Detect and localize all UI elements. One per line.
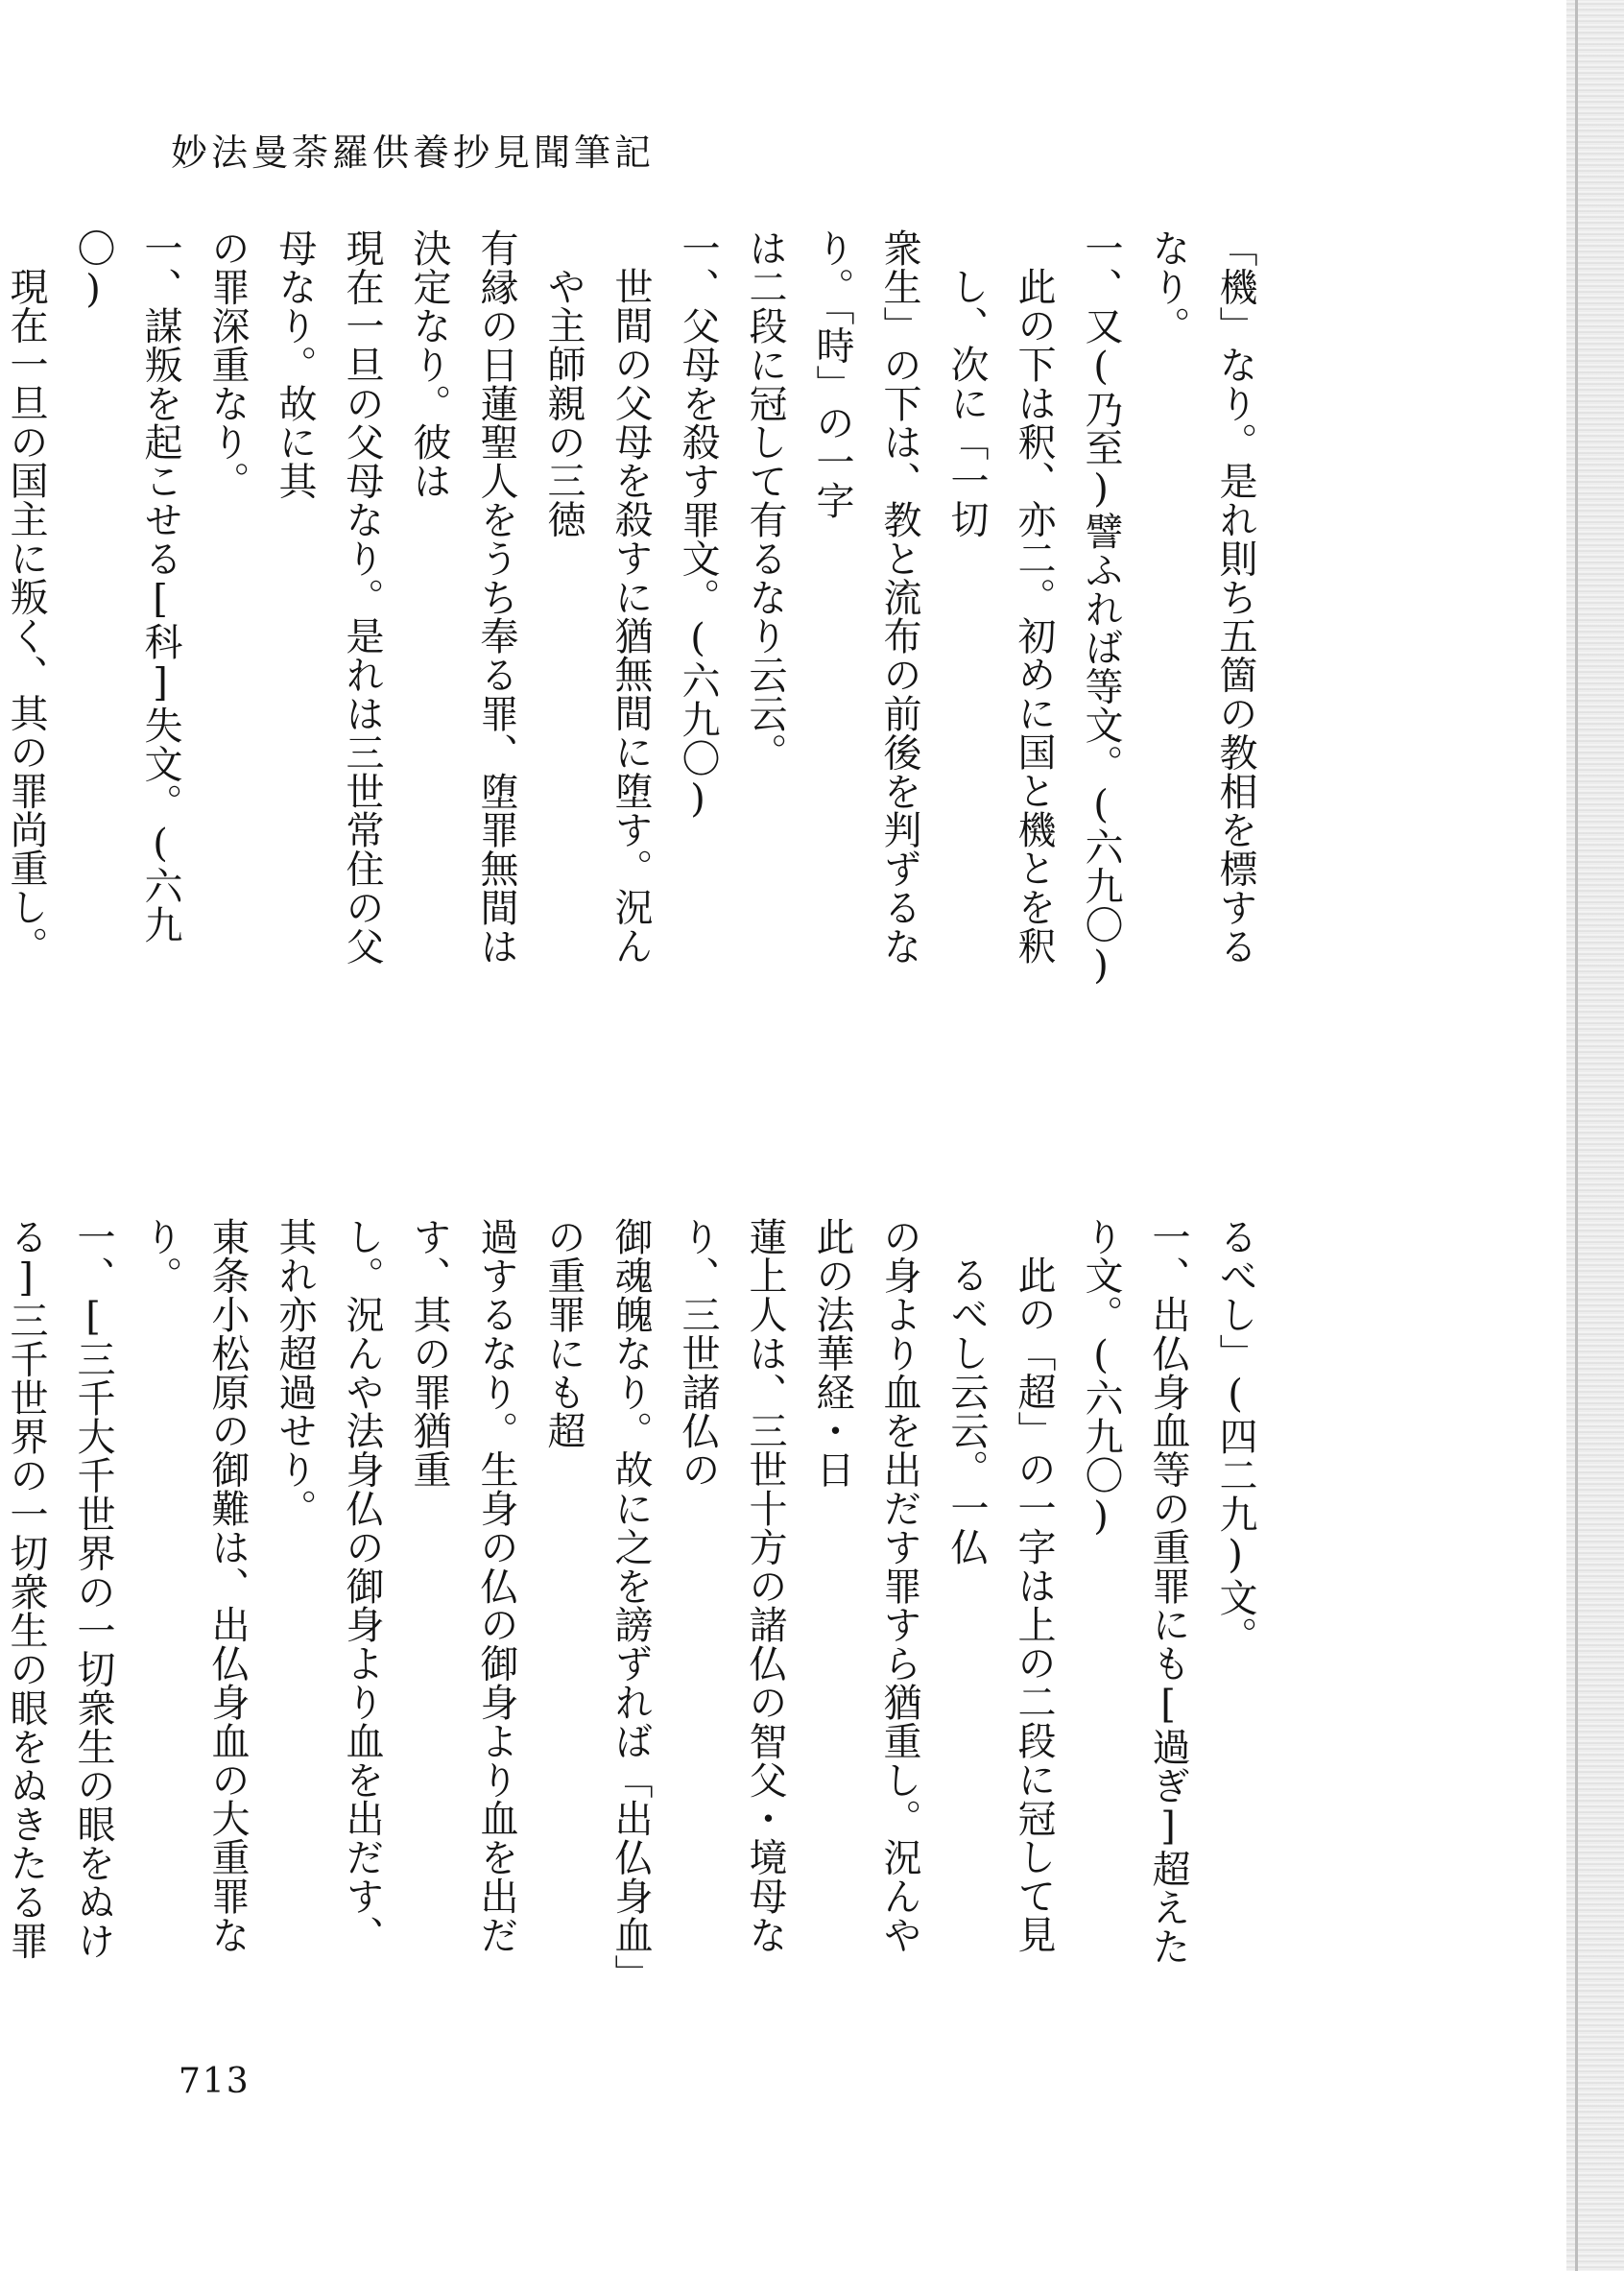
- text-column: 此の「超」の一字は上の二段に冠して見るべし云云。一仏: [944, 1255, 1056, 1954]
- text-column: 「機」なり。是れ則ち五箇の教相を標するなり。: [1146, 228, 1257, 966]
- text-column: 現在一旦の父母なり。是れは三世常住の父母なり。故に其: [273, 228, 384, 966]
- text-column: し。況んや法身仏の御身より血を出だす、其れ亦超過せり。: [273, 1217, 384, 1954]
- lower-text-section: [4, 1217, 1269, 1991]
- upper-text-section: [4, 228, 1269, 1002]
- text-column: 有縁の日蓮聖人をうち奉る罪、堕罪無間は決定なり。彼は: [407, 228, 518, 966]
- text-column: 一、出仏身血等の重罪にも[過ぎ]超えたり文。(六九〇): [1079, 1217, 1190, 1966]
- text-column: 御魂魄なり。故に之を謗ずれば「出仏身血」の重罪にも超: [541, 1217, 653, 1973]
- text-column: 現在一旦の国主に叛く、其の罪尚重し。: [4, 267, 48, 966]
- text-column: 一、又(乃至)譬ふれば等文。(六九〇): [1079, 228, 1123, 989]
- text-column: 此の下は釈、亦二。初めに国と機とを釈し、次に「一切: [944, 267, 1056, 966]
- text-column: 衆生」の下は、教と流布の前後を判ずるなり。「時」の一字: [810, 228, 921, 966]
- text-column: 過するなり。生身の仏の御身より血を出だす、其の罪猶重: [407, 1217, 518, 1954]
- text-column: 蓮上人は、三世十方の諸仏の智父・境母なり、三世諸仏の: [676, 1217, 787, 1954]
- text-column: 世間の父母を殺すに猶無間に堕す。況んや主師親の三徳: [541, 267, 653, 966]
- scan-edge-line: [1575, 0, 1578, 2271]
- text-column: 一、謀叛を起こせる[科]失文。(六九〇): [71, 228, 182, 944]
- text-column: 東条小松原の御難は、出仏身血の大重罪なり。: [138, 1217, 250, 1954]
- text-column: の罪深重なり。: [205, 228, 250, 500]
- text-column: るべし」(四二九)文。: [1213, 1217, 1257, 1656]
- text-column: 一、父母を殺す罪文。(六九〇): [676, 228, 720, 822]
- running-head-title: 妙法曼荼羅供養抄見聞筆記: [171, 131, 656, 174]
- text-column: の身より血を出だす罪すら猶重し。況んや此の法華経・日: [810, 1217, 921, 1954]
- page-number: 713: [179, 2062, 251, 2101]
- text-column: は二段に冠して有るなり云云。: [743, 228, 787, 772]
- text-column: 一、[三千大千世界の一切衆生の眼をぬける]三千世界の一切衆生の眼をぬきたる罪: [4, 1217, 115, 1960]
